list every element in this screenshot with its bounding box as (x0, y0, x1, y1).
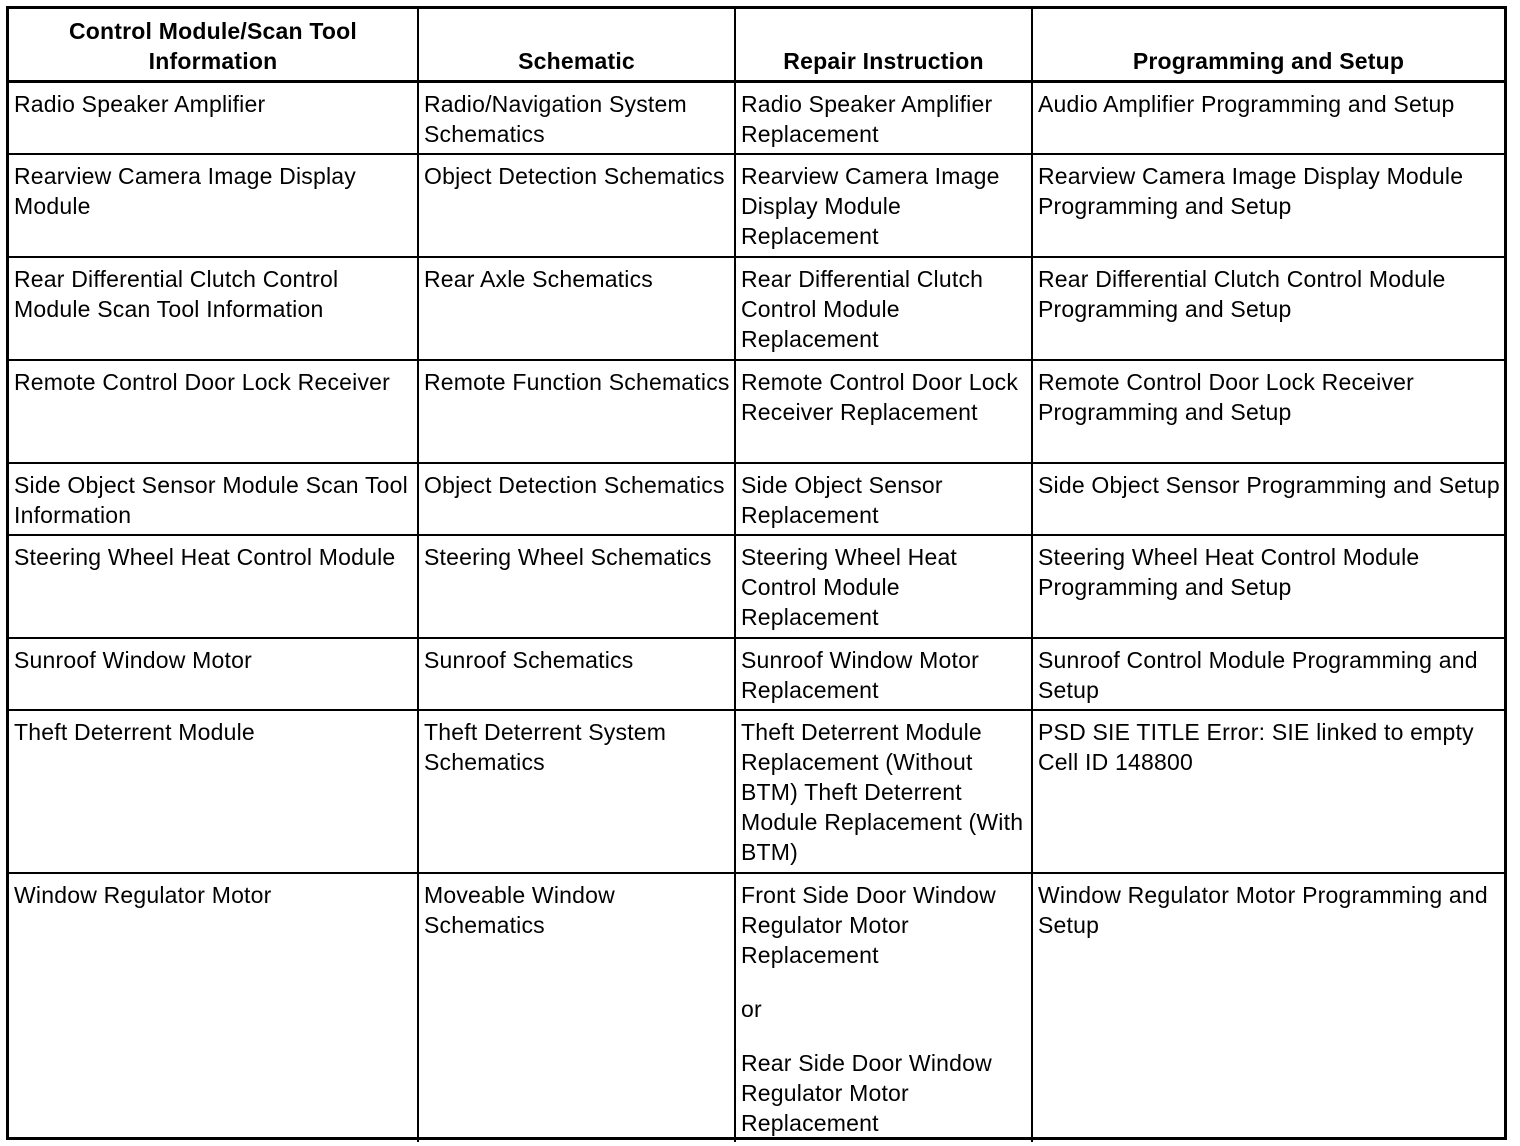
cell-programming: Window Regulator Motor Programming and Setup (1032, 873, 1504, 1142)
cell-programming: Audio Amplifier Programming and Setup (1032, 81, 1504, 154)
cell-schematic: Object Detection Schematics (418, 154, 735, 257)
cell-module: Remote Control Door Lock Receiver (9, 360, 418, 463)
cell-schematic: Remote Function Schematics (418, 360, 735, 463)
repair-or-text: or (741, 995, 762, 1022)
cell-repair: Steering Wheel Heat Control Module Replacement (735, 535, 1032, 638)
header-programming: Programming and Setup (1032, 9, 1504, 81)
cell-repair (735, 873, 1032, 1142)
repair-front-text: Front Side Door Window Regulator Motor Replacement (741, 881, 996, 968)
cell-module: Radio Speaker Amplifier (9, 81, 418, 154)
header-module: Control Module/Scan Tool Information (9, 9, 418, 81)
table-row (9, 257, 1504, 360)
table-row (9, 81, 1504, 154)
cell-module: Rear Differential Clutch Control Module Scan Tool Information (9, 257, 418, 360)
table-row (9, 710, 1504, 873)
cell-programming: Rear Differential Clutch Control Module Programming and Setup (1032, 257, 1504, 360)
cell-repair: Rear Differential Clutch Control Module Replacement (735, 257, 1032, 360)
cell-programming: Rearview Camera Image Display Module Programming and Setup (1032, 154, 1504, 257)
cell-schematic: Radio/Navigation System Schematics (418, 81, 735, 154)
cell-schematic: Theft Deterrent System Schematics (418, 710, 735, 873)
reference-table-frame (6, 6, 1507, 1140)
cell-programming: Remote Control Door Lock Receiver Programming and Setup (1032, 360, 1504, 463)
cell-module: Theft Deterrent Module (9, 710, 418, 873)
cell-schematic: Rear Axle Schematics (418, 257, 735, 360)
cell-repair: Side Object Sensor Replacement (735, 463, 1032, 535)
cell-module: Steering Wheel Heat Control Module (9, 535, 418, 638)
module-reference-table (9, 9, 1504, 1142)
table-row (9, 873, 1504, 1142)
cell-schematic: Moveable Window Schematics (418, 873, 735, 1142)
cell-module: Rearview Camera Image Display Module (9, 154, 418, 257)
cell-module: Window Regulator Motor (9, 873, 418, 1142)
cell-module: Side Object Sensor Module Scan Tool Information (9, 463, 418, 535)
cell-repair: Rearview Camera Image Display Module Replacement (735, 154, 1032, 257)
cell-programming: Steering Wheel Heat Control Module Programming and Setup (1032, 535, 1504, 638)
cell-repair: Remote Control Door Lock Receiver Replacement (735, 360, 1032, 463)
cell-module: Sunroof Window Motor (9, 638, 418, 710)
table-row (9, 535, 1504, 638)
table-row (9, 463, 1504, 535)
cell-programming: Side Object Sensor Programming and Setup (1032, 463, 1504, 535)
repair-rear-text: Rear Side Door Window Regulator Motor Replacement (741, 1049, 992, 1136)
cell-repair: Radio Speaker Amplifier Replacement (735, 81, 1032, 154)
header-schematic: Schematic (418, 9, 735, 81)
cell-programming: Sunroof Control Module Programming and Setup (1032, 638, 1504, 710)
cell-schematic: Object Detection Schematics (418, 463, 735, 535)
cell-programming: PSD SIE TITLE Error: SIE linked to empty Cell ID 148800 (1032, 710, 1504, 873)
table-row (9, 638, 1504, 710)
cell-repair: Sunroof Window Motor Replacement (735, 638, 1032, 710)
header-row (9, 9, 1504, 81)
cell-repair: Theft Deterrent Module Replacement (Without BTM) Theft Deterrent Module Replacement (With BTM) (735, 710, 1032, 873)
cell-schematic: Sunroof Schematics (418, 638, 735, 710)
cell-schematic: Steering Wheel Schematics (418, 535, 735, 638)
table-row (9, 154, 1504, 257)
header-repair: Repair Instruction (735, 9, 1032, 81)
table-row (9, 360, 1504, 463)
